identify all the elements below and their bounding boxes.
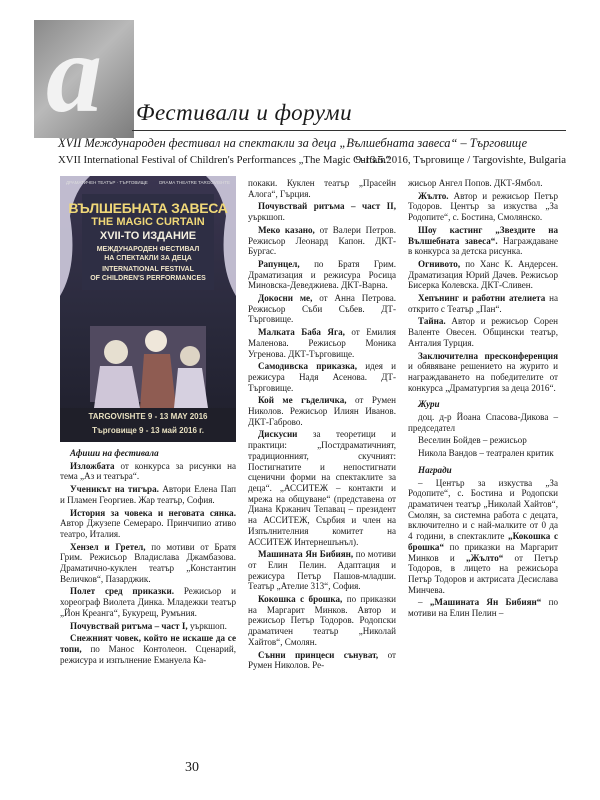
poster-sub-en-2: OF CHILDREN'S PERFORMANCES xyxy=(90,275,206,282)
event-paragraph: Меко казано, от Валери Петров. Режисьор Леонард Капон. ДКТ-Бургас. xyxy=(248,224,396,257)
event-paragraph: Снежният човек, който не искаше да се топи, по Манос Контолеон. Сценарий, режисура и изпълнение Емануела Ка- xyxy=(60,633,236,665)
event-paragraph: Дискусии за теоретици и практици: „Постдраматичният, традиционният, скучният: Постигнатите и непостигнати сценични форми на спектаклите за деца“. „АССИТЕЖ – контакти и мрежа на общуване“ (представена от Диана Кржанич Тепавац – президент на АССИТЕЖ, Сърбия и член на Изпълнителния комитет на АССИТЕЖ Интернешънъл). xyxy=(248,429,396,547)
event-paragraph: История за човека и неговата сянка. Автор Джузепе Семераро. Принчипио ативо театро, Италия. xyxy=(60,507,236,539)
poster-dates-en: TARGOVISHTE 9 - 13 MAY 2016 xyxy=(88,412,208,421)
event-paragraph: покаки. Куклен театър „Прасейн Алога“, Гърция. xyxy=(248,178,396,199)
event-paragraph: Полет сред приказки. Режисьор и хореограф Виолета Динка. Младежки театър „Йон Креанга“, Букурещ, Румъния. xyxy=(60,586,236,618)
event-paragraph: Докосни ме, от Анна Петрова. Режисьор Съби Събев. ДТ-Търговище. xyxy=(248,293,397,325)
article-subtitle xyxy=(58,154,566,166)
section-title: Фестивали и форуми xyxy=(136,100,353,125)
event-paragraph: Рапунцел, по Братя Грим. Драматизация и режисура Росица Миновска-Деведжиева. ДКТ-Варна. xyxy=(248,258,396,291)
event-paragraph: Сънни принцеси сънуват, от Румен Николов. Ре- xyxy=(248,649,396,671)
column-3 xyxy=(408,178,558,621)
section-logo-letter: a xyxy=(46,12,102,136)
awards-heading: Награди xyxy=(418,464,452,475)
jury-member: Никола Вандов – театрален критик xyxy=(418,448,554,459)
event-paragraph: Машината Ян Бибиян, по мотиви от Елин Пелин. Адаптация и режисура Петър Пашов-младши. Театър „Ателие 313“, София. xyxy=(248,549,396,592)
event-paragraph: Тайна. Автор и режисьор Сорен Валенте Овесен. Общински театър, Анталия Турция. xyxy=(408,316,558,348)
jury-heading: Жури xyxy=(418,399,440,410)
article-dates-place: 9-13.5.2016, Търговище / Targovishte, Bulgaria xyxy=(355,154,566,166)
festival-poster xyxy=(60,176,236,442)
event-paragraph: Огнивото, по Ханс К. Андерсен. Драматизация Юрий Дачев. Режисьор Бисерка Колевска. ДКТ-Сливен. xyxy=(408,258,558,291)
poster-top-right: DRAMA THEATRE TARGOVISHTE xyxy=(159,180,230,185)
event-paragraph: Кокошка с брошка, по приказки на Маргарит Минков. Автор и режисьор Петър Тодоров. Родопски драматичен театър „Николай Хайтов“, Смолян. xyxy=(248,594,397,647)
column-1 xyxy=(60,447,236,667)
article-title-en: XVII International Festival of Children's Performances „The Magic Curtain“ xyxy=(58,154,391,166)
event-paragraph: Жълто. Автор и режисьор Петър Тодоров. Център за изкуства „За Родопите“, с. Бостина, Смолянско. xyxy=(408,190,558,223)
page-number: 30 xyxy=(185,760,199,775)
article-title-bg: XVII Международен фестивал на спектакли за деца „Вълшебната завеса“ – Търговище xyxy=(58,136,528,150)
event-paragraph: Кой ме гъделичка, от Румен Николов. Режисьор Илиян Иванов. ДКТ-Габрово. xyxy=(248,395,397,427)
event-paragraph: Ученикът на тигъра. Автори Елена Пап и Пламен Георгиев. Жар театър, София. xyxy=(60,484,236,505)
jury-member: Веселин Бойдев – режисьор xyxy=(418,435,527,446)
event-paragraph: Почувствай ритъма – част I, уъркшоп. xyxy=(70,620,227,631)
title-rule xyxy=(132,130,566,131)
event-paragraph: Изложбата от конкурса за рисунки на тема „Аз и театърa“. xyxy=(60,460,236,482)
poster-sub-bg-1: МЕЖДУНАРОДЕН ФЕСТИВАЛ xyxy=(96,246,200,253)
award-paragraph: – „Машината Ян Бибиян“ по мотиви на Елин Пелин – xyxy=(408,597,559,619)
poster-dates-bg: Търговище 9 - 13 май 2016 г. xyxy=(92,426,204,435)
event-paragraph: Хензел и Гретел, по мотиви от Братя Грим. Режисьор Владислава Джамбазова. Драматично-куклен театър „Константин Величков“, Пазарджик. xyxy=(60,541,237,584)
posters-heading: Афиши на фестивала xyxy=(70,448,159,458)
column-2 xyxy=(248,178,396,673)
event-paragraph: Шоу кастинг „Звездите на Вълшебната завеса“. Награждаване в конкурса за детска рисунка. xyxy=(408,224,559,257)
poster-title-bg: ВЪЛШЕБНАТА ЗАВЕСА xyxy=(68,200,228,216)
poster-sub-bg-2: НА СПЕКТАКЛИ ЗА ДЕЦА xyxy=(104,255,192,262)
poster-edition: XVII-ТО ИЗДАНИЕ xyxy=(99,230,197,242)
poster-title-en: THE MAGIC CURTAIN xyxy=(91,216,205,228)
event-paragraph: Заключителна пресконференция и обявяване решението на журито и награждаването на победителите от конкурса „Драматургия за деца 2016“. xyxy=(408,350,558,393)
event-paragraph: Самодивска приказка, идея и режисура Надя Асенова. ДТ-Търговище. xyxy=(248,361,396,393)
poster-sub-en-1: INTERNATIONAL FESTIVAL xyxy=(102,266,194,273)
event-paragraph: Малката Баба Яга, от Емилия Маленова. Режисьор Моника Угренова. ДКТ-Търговище. xyxy=(248,327,396,359)
event-paragraph: жисьор Ангел Попов. ДКТ-Ямбол. xyxy=(408,178,543,188)
event-paragraph: Хепънинг и работни ателиета на открито с Театър „Пан“. xyxy=(408,293,558,314)
jury-member: доц. д-р Йоана Спасова-Дикова – председател xyxy=(408,412,558,433)
poster-top-left: ДРАМАТИЧЕН ТЕАТЪР · ТЪРГОВИЩЕ xyxy=(66,180,148,185)
award-paragraph: – Център за изкуства „За Родопите“, с. Бостина и Родопски драматичен театър „Николай Хайтов“, Смолян, за системна работа с децата, включително и с най-малките от 0 да 4 години, в спектаклите „Кокошка с брошка“ по приказки на Маргарит Минков и „Жълто“ от Петър Тодоров, в лицето на режисьора Петър Тодоров и актрисата Десислава Минчева. xyxy=(408,477,559,595)
event-paragraph: Почувствай ритъма – част II, уъркшоп. xyxy=(248,201,396,223)
